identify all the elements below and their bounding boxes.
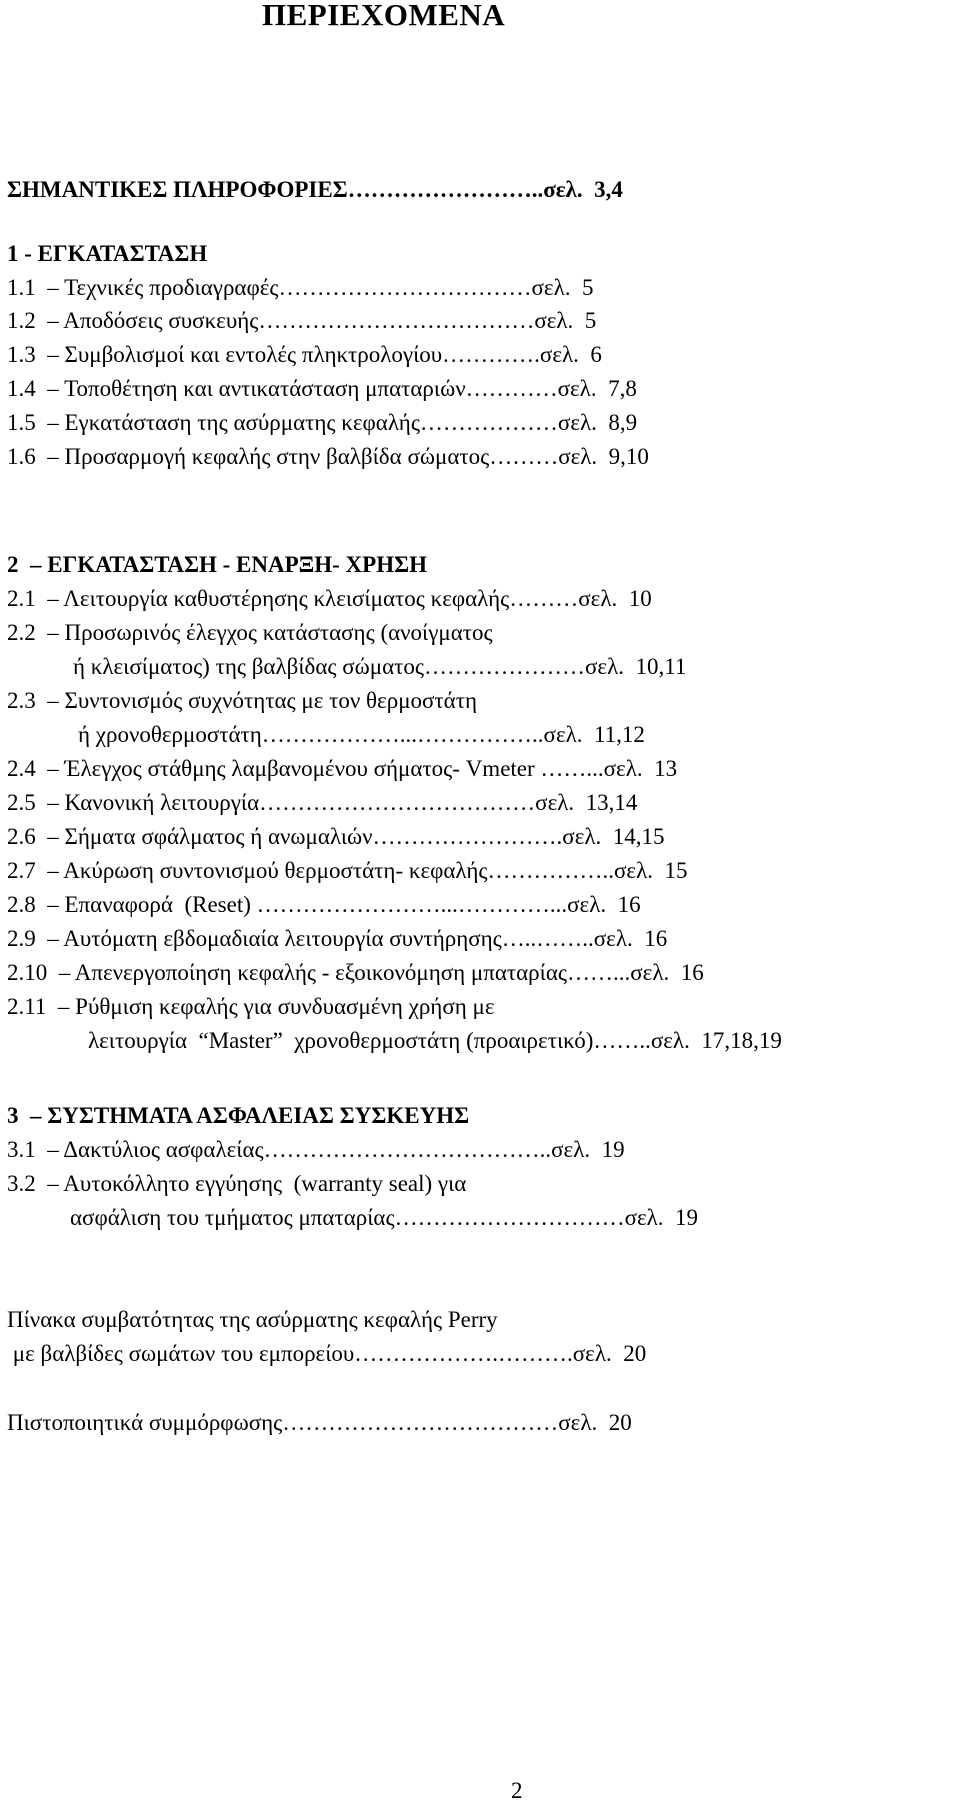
- toc-entry-2-6: 2.6 – Σήματα σφάλματος ή ανωμαλιών…………………….σελ. 14,15: [7, 824, 665, 849]
- toc-entry-2-4: 2.4 – Έλεγχος στάθμης λαμβανομένου σήματος- Vmeter ……...σελ. 13: [7, 756, 678, 781]
- toc-entry-certificates: Πιστοποιητικά συμμόρφωσης………………………………σελ. 20: [7, 1410, 632, 1435]
- toc-entry-2-10: 2.10 – Απενεργοποίηση κεφαλής - εξοικονόμηση μπαταρίας……...σελ. 16: [7, 960, 704, 985]
- toc-entry-2-3-line1: 2.3 – Συντονισμός συχνότητας με τον θερμοστάτη: [7, 688, 477, 713]
- toc-section-2-heading: 2 – ΕΓΚΑΤΑΣΤΑΣΗ - ΕΝΑΡΞΗ- ΧΡΗΣΗ: [7, 552, 428, 577]
- toc-entry-2-9: 2.9 – Αυτόματη εβδομαδιαία λειτουργία συντήρησης…..……..σελ. 16: [7, 926, 668, 951]
- toc-entry-1-3: 1.3 – Συμβολισμοί και εντολές πληκτρολογίου………….σελ. 6: [7, 342, 602, 367]
- toc-section-1-heading: 1 - ΕΓΚΑΤΑΣΤΑΣΗ: [7, 241, 208, 266]
- toc-section-3-heading: 3 – ΣΥΣΤΗΜΑΤΑ ΑΣΦΑΛΕΙΑΣ ΣΥΣΚΕΥΗΣ: [7, 1103, 470, 1128]
- toc-entry-2-2-line1: 2.2 – Προσωρινός έλεγχος κατάστασης (ανοίγματος: [7, 620, 493, 645]
- toc-entry-3-2-line2: ασφάλιση του τμήματος μπαταρίας…………………………σελ. 19: [70, 1205, 699, 1230]
- toc-entry-2-7: 2.7 – Ακύρωση συντονισμού θερμοστάτη- κεφαλής……………..σελ. 15: [7, 858, 688, 883]
- toc-entry-1-1: 1.1 – Τεχνικές προδιαγραφές……………………………σελ. 5: [7, 275, 594, 300]
- toc-entry-1-2: 1.2 – Αποδόσεις συσκευής………………………………σελ. 5: [7, 308, 597, 333]
- toc-entry-1-4: 1.4 – Τοποθέτηση και αντικατάσταση μπαταριών…………σελ. 7,8: [7, 376, 637, 401]
- toc-entry-3-2-line1: 3.2 – Αυτοκόλλητο εγγύησης (warranty seal) για: [7, 1171, 467, 1196]
- toc-entry-1-5: 1.5 – Εγκατάσταση της ασύρματης κεφαλής………………σελ. 8,9: [7, 410, 638, 435]
- page-number: 2: [511, 1778, 523, 1803]
- toc-entry-2-5: 2.5 – Κανονική λειτουργία………………………………σελ. 13,14: [7, 790, 638, 815]
- toc-entry-3-1: 3.1 – Δακτύλιος ασφαλείας………………………………..σελ. 19: [7, 1137, 625, 1162]
- toc-entry-2-1: 2.1 – Λειτουργία καθυστέρησης κλεισίματος κεφαλής………σελ. 10: [7, 586, 652, 611]
- toc-entry-compatibility-line1: Πίνακα συμβατότητας της ασύρματης κεφαλής Perry: [7, 1307, 498, 1332]
- toc-entry-2-11-line1: 2.11 – Ρύθμιση κεφαλής για συνδυασμένη χρήση με: [7, 994, 495, 1019]
- page-title: ΠΕΡΙΕΧΟΜΕΝΑ: [262, 0, 506, 32]
- toc-entry-1-6: 1.6 – Προσαρμογή κεφαλής στην βαλβίδα σώματος………σελ. 9,10: [7, 444, 649, 469]
- toc-entry-2-11-line2: λειτουργία “Master” χρονοθερμοστάτη (προαιρετικό)……..σελ. 17,18,19: [88, 1028, 782, 1053]
- toc-entry-compatibility-line2: με βαλβίδες σωμάτων του εμπορείου……………….……….σελ. 20: [7, 1341, 647, 1366]
- toc-entry-2-2-line2: ή κλεισίματος) της βαλβίδας σώματος…………………σελ. 10,11: [73, 654, 687, 679]
- toc-entry-2-8: 2.8 – Επαναφορά (Reset) ……………………...…………...σελ. 16: [7, 892, 641, 917]
- toc-entry-2-3-line2: ή χρονοθερμοστάτη………………...……………..σελ. 11,12: [78, 722, 645, 747]
- toc-entry-important-info: ΣΗΜΑΝΤΙΚΕΣ ΠΛΗΡΟΦΟΡΙΕΣ……………………..σελ. 3,4: [7, 177, 623, 202]
